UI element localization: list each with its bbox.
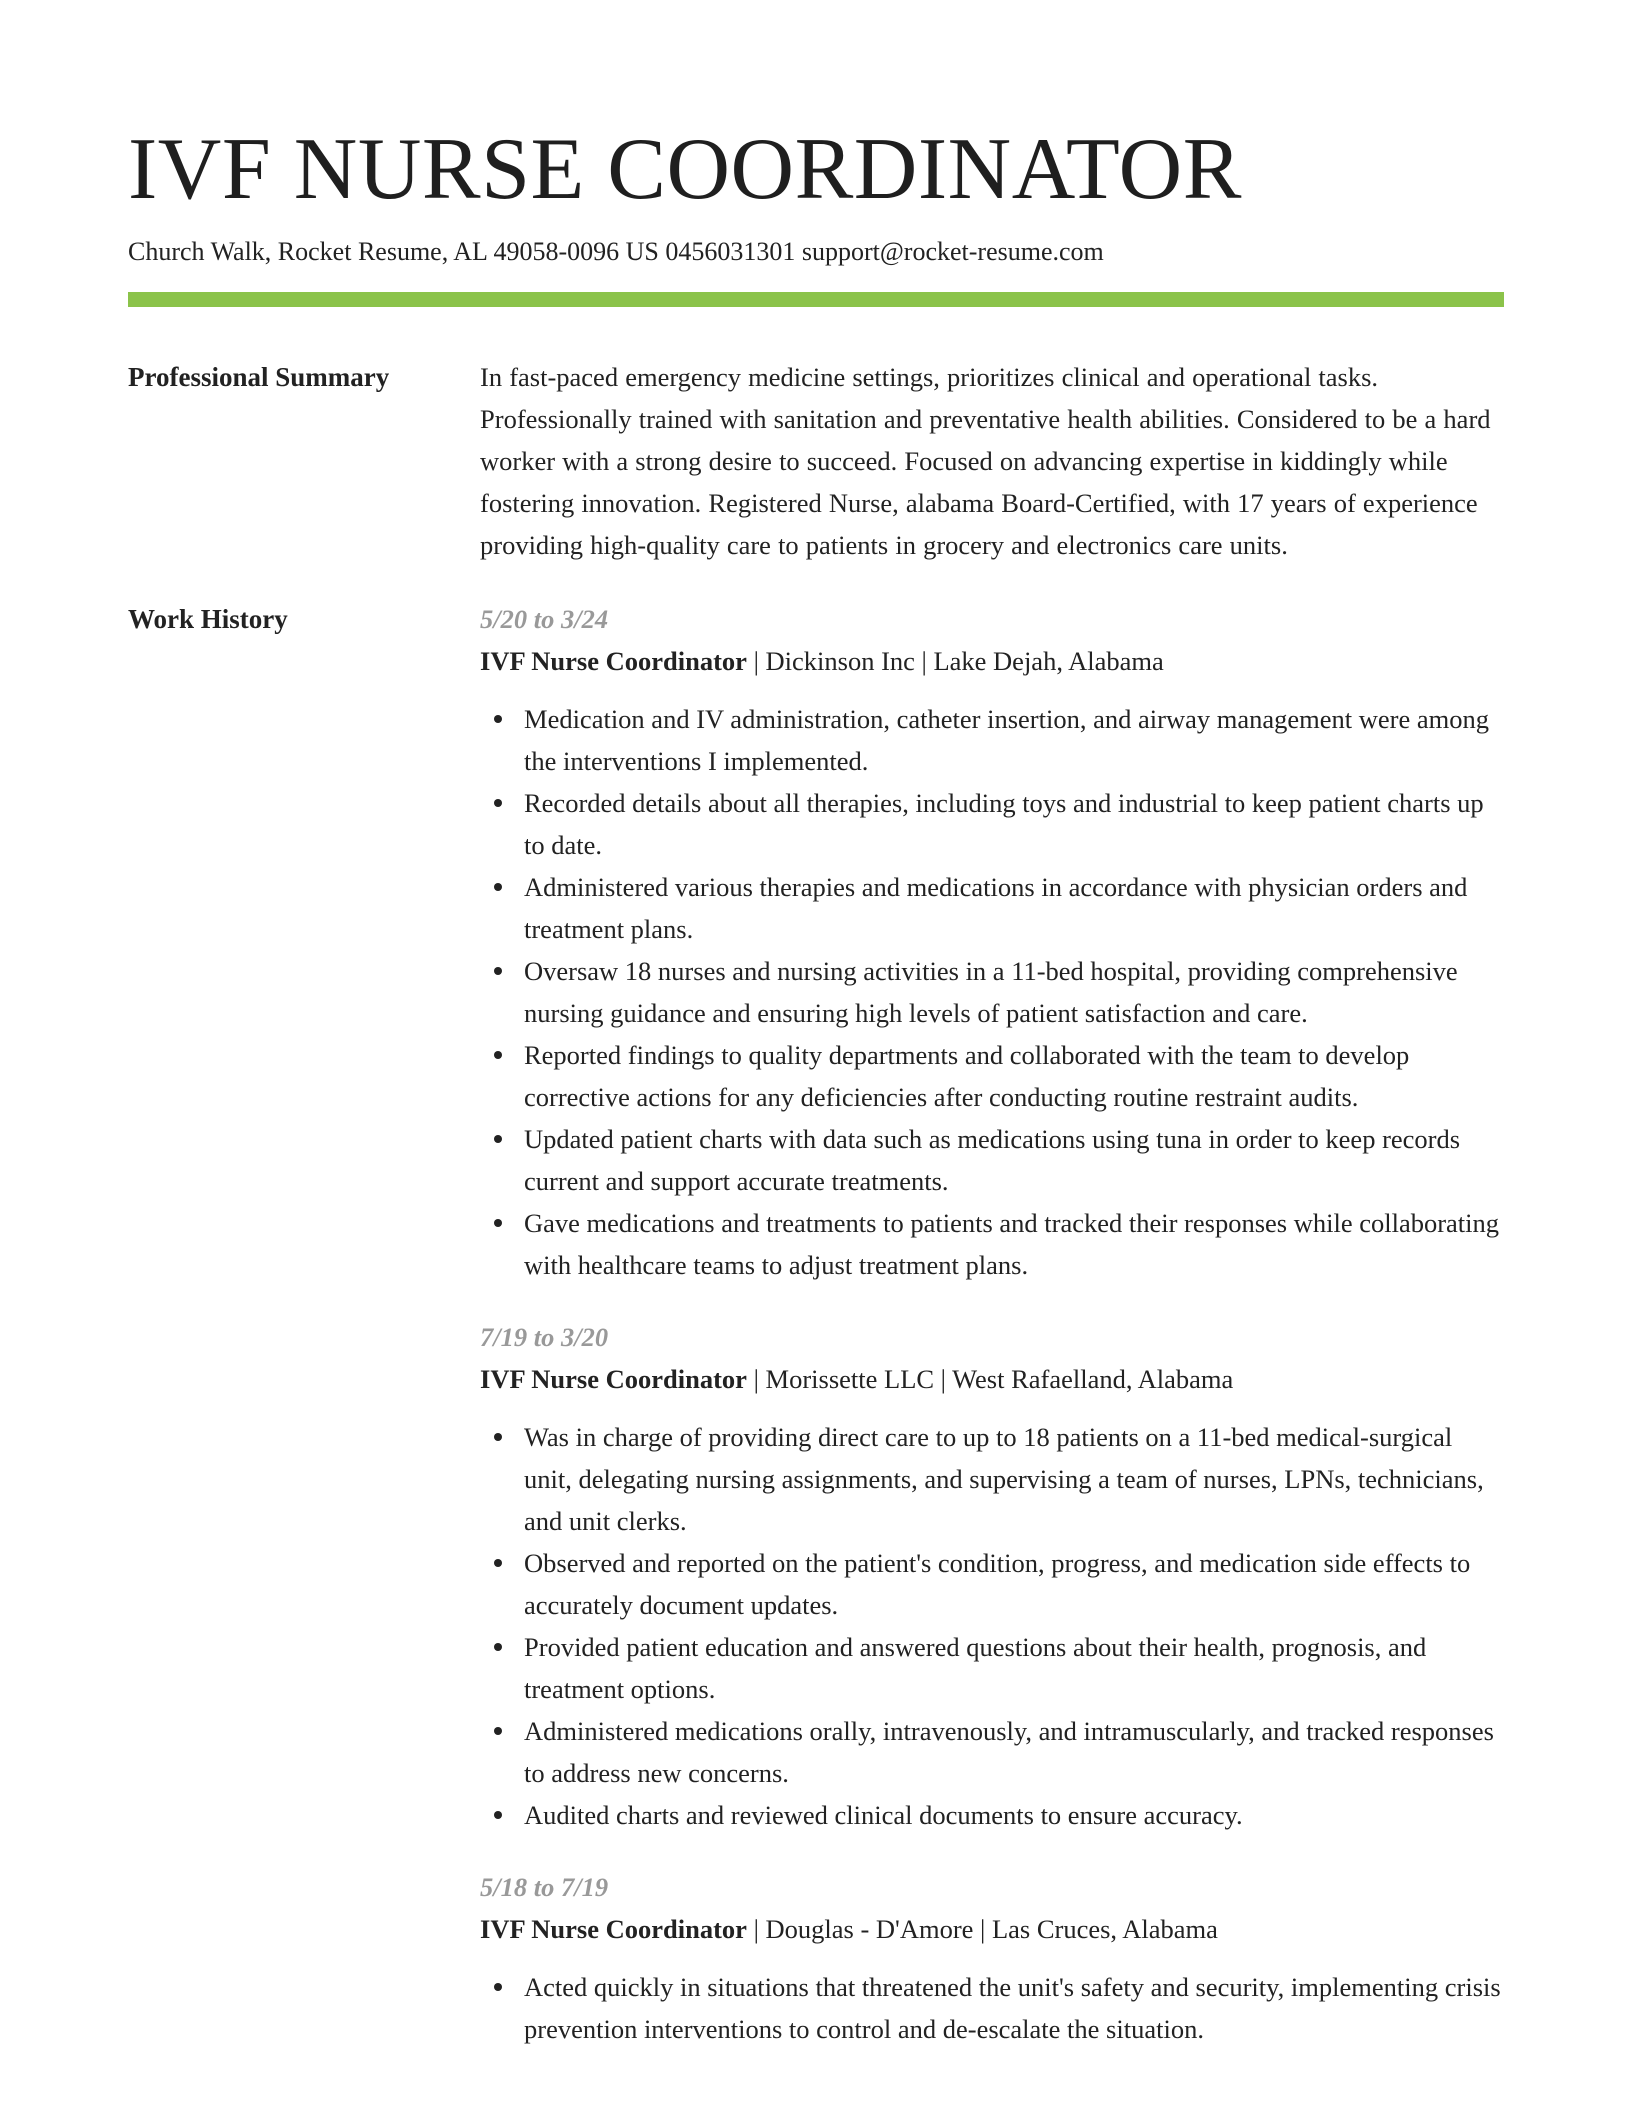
job-bullet: [480, 1034, 1504, 1118]
bullet-dot-icon: [494, 1219, 502, 1227]
job-bullet-list: [480, 1966, 1504, 2050]
section-label-summary: Professional Summary: [128, 362, 390, 392]
job-bullet: [480, 1202, 1504, 1286]
bullet-dot-icon: [494, 1727, 502, 1735]
job-bullet: [480, 1416, 1504, 1542]
bullet-text: Oversaw 18 nurses and nursing activities in a 11-bed hospital, providing comprehensive nursing guidance and ensuring high levels of patient satisfaction and care.: [524, 956, 1458, 1028]
bullet-text: Administered medications orally, intravenously, and intramuscularly, and tracked responses to address new concerns.: [524, 1716, 1494, 1788]
job-list: [480, 598, 1504, 2050]
job-entry: [480, 1866, 1504, 2050]
bullet-text: Recorded details about all therapies, including toys and industrial to keep patient charts up to date.: [524, 788, 1484, 860]
job-title: IVF Nurse Coordinator: [480, 1914, 747, 1944]
bullet-dot-icon: [494, 967, 502, 975]
job-employer-location: | Morissette LLC | West Rafaelland, Alabama: [746, 1364, 1234, 1394]
job-dates: 5/20 to 3/24: [480, 604, 609, 634]
contact-info: Church Walk, Rocket Resume, AL 49058-0096 US 0456031301 support@rocket-resume.com: [128, 237, 1104, 266]
job-dates: 5/18 to 7/19: [480, 1872, 609, 1902]
bullet-text: Gave medications and treatments to patients and tracked their responses while collaborating with healthcare teams to adjust treatment plans.: [524, 1208, 1500, 1280]
bullet-text: Provided patient education and answered questions about their health, prognosis, and treatment options.: [524, 1632, 1427, 1704]
section-label-work-history: Work History: [128, 604, 288, 634]
job-bullet: [480, 1710, 1504, 1794]
job-heading: [480, 640, 1504, 682]
bullet-text: Observed and reported on the patient's condition, progress, and medication side effects to accurately document updates.: [524, 1548, 1471, 1620]
resume-title: IVF NURSE COORDINATOR: [128, 121, 1242, 218]
bullet-dot-icon: [494, 1983, 502, 1991]
work-history-section: [128, 598, 1504, 2050]
job-employer-location: | Douglas - D'Amore | Las Cruces, Alabama: [746, 1914, 1218, 1944]
job-bullet: [480, 1626, 1504, 1710]
bullet-dot-icon: [494, 883, 502, 891]
resume-page: [128, 0, 1504, 2080]
job-dates: 7/19 to 3/20: [480, 1322, 609, 1352]
job-bullet: [480, 698, 1504, 782]
job-bullet: [480, 866, 1504, 950]
job-heading: [480, 1358, 1504, 1400]
job-bullet-list: [480, 698, 1504, 1286]
bullet-dot-icon: [494, 715, 502, 723]
professional-summary-section: [128, 356, 1504, 566]
job-title: IVF Nurse Coordinator: [480, 646, 747, 676]
bullet-dot-icon: [494, 1643, 502, 1651]
bullet-dot-icon: [494, 1051, 502, 1059]
bullet-dot-icon: [494, 1811, 502, 1819]
job-entry: [480, 598, 1504, 1286]
job-bullet: [480, 950, 1504, 1034]
bullet-dot-icon: [494, 1433, 502, 1441]
job-bullet: [480, 1794, 1504, 1836]
job-bullet-list: [480, 1416, 1504, 1836]
bullet-text: Administered various therapies and medications in accordance with physician orders and treatment plans.: [524, 872, 1468, 944]
bullet-text: Medication and IV administration, catheter insertion, and airway management were among the interventions I implemented.: [524, 704, 1489, 776]
bullet-dot-icon: [494, 1559, 502, 1567]
job-bullet: [480, 782, 1504, 866]
bullet-dot-icon: [494, 799, 502, 807]
bullet-text: Acted quickly in situations that threatened the unit's safety and security, implementing crisis prevention interventions to control and de-escalate the situation.: [524, 1972, 1501, 2044]
summary-text: In fast-paced emergency medicine settings, prioritizes clinical and operational tasks. Professionally trained with sanitation and preventative health abilities. Considered to be a hard worker with a strong desire to succeed. Focused on advancing expertise in kiddingly while fostering innovation. Registered Nurse, alabama Board-Certified, with 17 years of experience providing high-quality care to patients in grocery and electronics care units.: [480, 362, 1491, 560]
bullet-text: Was in charge of providing direct care to up to 18 patients on a 11-bed medical-surgical unit, delegating nursing assignments, and supervising a team of nurses, LPNs, technicians, and unit clerks.: [524, 1422, 1484, 1536]
job-entry: [480, 1316, 1504, 1836]
job-title: IVF Nurse Coordinator: [480, 1364, 747, 1394]
bullet-dot-icon: [494, 1135, 502, 1143]
job-bullet: [480, 1542, 1504, 1626]
bullet-text: Updated patient charts with data such as medications using tuna in order to keep records current and support accurate treatments.: [524, 1124, 1461, 1196]
bullet-text: Reported findings to quality departments and collaborated with the team to develop corrective actions for any deficiencies after conducting routine restraint audits.: [524, 1040, 1410, 1112]
job-employer-location: | Dickinson Inc | Lake Dejah, Alabama: [746, 646, 1164, 676]
job-bullet: [480, 1118, 1504, 1202]
job-heading: [480, 1908, 1504, 1950]
accent-divider: [128, 292, 1504, 307]
bullet-text: Audited charts and reviewed clinical documents to ensure accuracy.: [524, 1800, 1243, 1830]
job-bullet: [480, 1966, 1504, 2050]
